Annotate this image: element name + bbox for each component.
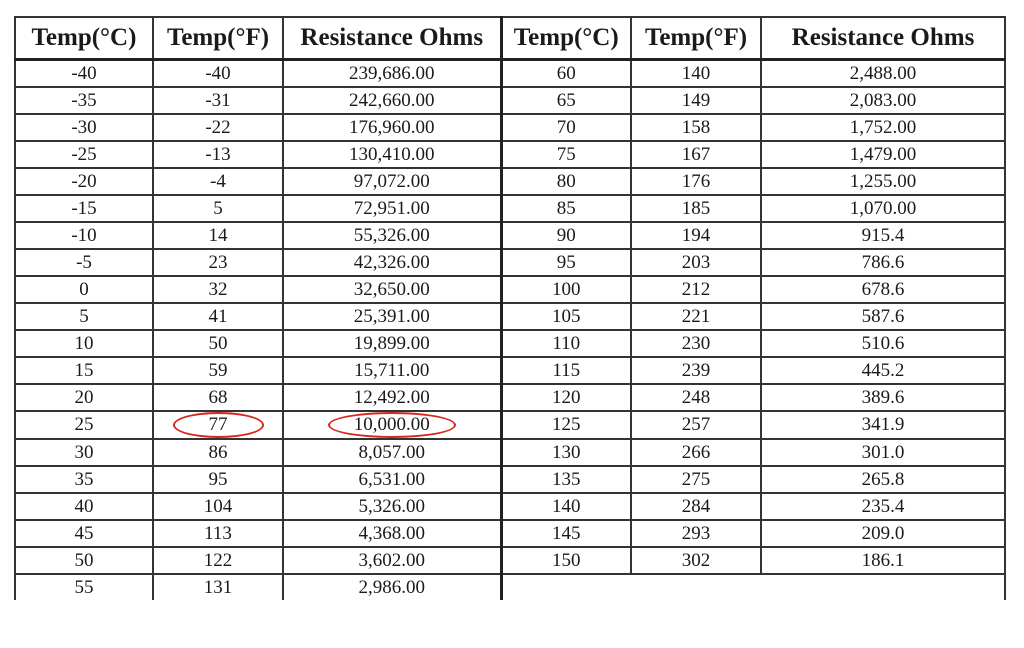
cell-temp-f: 302 <box>631 547 761 574</box>
cell-temp-c: 140 <box>501 493 631 520</box>
cell-temp-f: 32 <box>153 276 283 303</box>
cell-temp-f: 284 <box>631 493 761 520</box>
table-row <box>15 222 1005 249</box>
cell-temp-c: 45 <box>15 520 153 547</box>
cell-resistance: 2,083.00 <box>761 87 1005 114</box>
table-row <box>15 520 1005 547</box>
cell-temp-f: 239 <box>631 357 761 384</box>
cell-resistance: 678.6 <box>761 276 1005 303</box>
cell-temp-c: 40 <box>15 493 153 520</box>
cell-temp-f <box>153 411 283 439</box>
cell-temp-f: 95 <box>153 466 283 493</box>
cell-temp-c: 85 <box>501 195 631 222</box>
cell-resistance: 25,391.00 <box>283 303 501 330</box>
cell-temp-c: 50 <box>15 547 153 574</box>
cell-resistance: 510.6 <box>761 330 1005 357</box>
cell-temp-c: 150 <box>501 547 631 574</box>
cell-temp-c: 75 <box>501 141 631 168</box>
cell-temp-f: 5 <box>153 195 283 222</box>
header-row <box>15 17 1005 60</box>
header-temp-c: Temp(°C) <box>501 17 631 60</box>
cell-temp-c: 15 <box>15 357 153 384</box>
table-row <box>15 303 1005 330</box>
cell-resistance: 12,492.00 <box>283 384 501 411</box>
cell-temp-c: 145 <box>501 520 631 547</box>
cell-resistance: 176,960.00 <box>283 114 501 141</box>
cell-temp-f: 68 <box>153 384 283 411</box>
cell-resistance: 1,479.00 <box>761 141 1005 168</box>
cell-temp-c: 130 <box>501 439 631 466</box>
cell-temp-c: 55 <box>15 574 153 600</box>
table-row <box>15 195 1005 222</box>
cell-temp-c: 120 <box>501 384 631 411</box>
cell-temp-f: 167 <box>631 141 761 168</box>
cell-temp-c: 35 <box>15 466 153 493</box>
cell-temp-f: 185 <box>631 195 761 222</box>
cell-temp-f: 203 <box>631 249 761 276</box>
empty-cell <box>501 574 1005 600</box>
cell-resistance: 239,686.00 <box>283 60 501 88</box>
cell-resistance: 6,531.00 <box>283 466 501 493</box>
cell-resistance: 209.0 <box>761 520 1005 547</box>
cell-temp-f: 23 <box>153 249 283 276</box>
table-row <box>15 384 1005 411</box>
cell-temp-c: 115 <box>501 357 631 384</box>
cell-resistance: 265.8 <box>761 466 1005 493</box>
cell-temp-f: 293 <box>631 520 761 547</box>
cell-resistance: 15,711.00 <box>283 357 501 384</box>
table-body <box>15 60 1005 601</box>
table-row <box>15 141 1005 168</box>
cell-temp-f: 113 <box>153 520 283 547</box>
header-temp-f: Temp(°F) <box>631 17 761 60</box>
cell-temp-f: 59 <box>153 357 283 384</box>
cell-temp-c: -5 <box>15 249 153 276</box>
cell-temp-c: 5 <box>15 303 153 330</box>
cell-resistance: 301.0 <box>761 439 1005 466</box>
cell-temp-c: 80 <box>501 168 631 195</box>
cell-temp-c: 25 <box>15 411 153 439</box>
cell-resistance: 915.4 <box>761 222 1005 249</box>
cell-temp-f: 50 <box>153 330 283 357</box>
cell-temp-f: 122 <box>153 547 283 574</box>
cell-resistance: 97,072.00 <box>283 168 501 195</box>
cell-resistance: 235.4 <box>761 493 1005 520</box>
header-resistance: Resistance Ohms <box>283 17 501 60</box>
cell-temp-c: 30 <box>15 439 153 466</box>
cell-temp-f: 14 <box>153 222 283 249</box>
cell-resistance: 2,986.00 <box>283 574 501 600</box>
cell-resistance: 786.6 <box>761 249 1005 276</box>
cell-resistance: 32,650.00 <box>283 276 501 303</box>
cell-temp-c: 65 <box>501 87 631 114</box>
cell-temp-f: 41 <box>153 303 283 330</box>
cell-temp-f: 149 <box>631 87 761 114</box>
table-row <box>15 574 1005 600</box>
cell-resistance: 3,602.00 <box>283 547 501 574</box>
table-row <box>15 276 1005 303</box>
cell-temp-f: -22 <box>153 114 283 141</box>
table-row <box>15 466 1005 493</box>
highlight-circle: 77 <box>173 412 264 438</box>
cell-temp-f: 266 <box>631 439 761 466</box>
cell-temp-c: 135 <box>501 466 631 493</box>
cell-resistance: 2,488.00 <box>761 60 1005 88</box>
cell-temp-c: -20 <box>15 168 153 195</box>
cell-resistance: 72,951.00 <box>283 195 501 222</box>
cell-resistance: 55,326.00 <box>283 222 501 249</box>
cell-resistance: 1,752.00 <box>761 114 1005 141</box>
cell-temp-f: 257 <box>631 411 761 439</box>
header-temp-f: Temp(°F) <box>153 17 283 60</box>
cell-resistance: 1,255.00 <box>761 168 1005 195</box>
cell-resistance: 4,368.00 <box>283 520 501 547</box>
cell-resistance: 1,070.00 <box>761 195 1005 222</box>
cell-resistance: 42,326.00 <box>283 249 501 276</box>
cell-temp-f: 275 <box>631 466 761 493</box>
cell-temp-c: -35 <box>15 87 153 114</box>
cell-resistance <box>283 411 501 439</box>
cell-temp-c: -15 <box>15 195 153 222</box>
cell-temp-f: -40 <box>153 60 283 88</box>
cell-temp-c: 90 <box>501 222 631 249</box>
cell-temp-c: 10 <box>15 330 153 357</box>
table-row <box>15 60 1005 88</box>
table-row <box>15 357 1005 384</box>
cell-resistance: 8,057.00 <box>283 439 501 466</box>
table-row <box>15 493 1005 520</box>
table-row <box>15 547 1005 574</box>
cell-temp-f: 230 <box>631 330 761 357</box>
cell-resistance: 242,660.00 <box>283 87 501 114</box>
cell-temp-f: 140 <box>631 60 761 88</box>
cell-resistance: 5,326.00 <box>283 493 501 520</box>
cell-temp-f: -13 <box>153 141 283 168</box>
cell-temp-f: 221 <box>631 303 761 330</box>
cell-temp-c: 0 <box>15 276 153 303</box>
table-row <box>15 87 1005 114</box>
header-resistance: Resistance Ohms <box>761 17 1005 60</box>
cell-temp-c: 95 <box>501 249 631 276</box>
cell-temp-c: 60 <box>501 60 631 88</box>
cell-temp-f: -31 <box>153 87 283 114</box>
cell-temp-c: 20 <box>15 384 153 411</box>
cell-temp-c: -30 <box>15 114 153 141</box>
highlight-circle: 10,000.00 <box>328 412 456 438</box>
cell-temp-f: 158 <box>631 114 761 141</box>
header-temp-c: Temp(°C) <box>15 17 153 60</box>
table-row <box>15 439 1005 466</box>
table-row <box>15 168 1005 195</box>
cell-resistance: 19,899.00 <box>283 330 501 357</box>
cell-temp-c: 105 <box>501 303 631 330</box>
cell-temp-f: 248 <box>631 384 761 411</box>
cell-resistance: 587.6 <box>761 303 1005 330</box>
cell-temp-f: 212 <box>631 276 761 303</box>
cell-temp-f: 176 <box>631 168 761 195</box>
table-row <box>15 330 1005 357</box>
thermistor-table-container <box>14 16 1004 630</box>
table-row <box>15 114 1005 141</box>
cell-temp-c: -40 <box>15 60 153 88</box>
cell-resistance: 186.1 <box>761 547 1005 574</box>
cell-temp-f: 86 <box>153 439 283 466</box>
table-row <box>15 411 1005 439</box>
cell-temp-f: 131 <box>153 574 283 600</box>
cell-temp-c: 110 <box>501 330 631 357</box>
cell-resistance: 445.2 <box>761 357 1005 384</box>
cell-resistance: 341.9 <box>761 411 1005 439</box>
cell-temp-c: 100 <box>501 276 631 303</box>
cell-temp-c: -25 <box>15 141 153 168</box>
cell-temp-c: 125 <box>501 411 631 439</box>
table-row <box>15 249 1005 276</box>
cell-resistance: 130,410.00 <box>283 141 501 168</box>
cell-resistance: 389.6 <box>761 384 1005 411</box>
cell-temp-f: 194 <box>631 222 761 249</box>
cell-temp-f: 104 <box>153 493 283 520</box>
thermistor-resistance-table <box>14 16 1006 600</box>
cell-temp-c: -10 <box>15 222 153 249</box>
cell-temp-c: 70 <box>501 114 631 141</box>
cell-temp-f: -4 <box>153 168 283 195</box>
